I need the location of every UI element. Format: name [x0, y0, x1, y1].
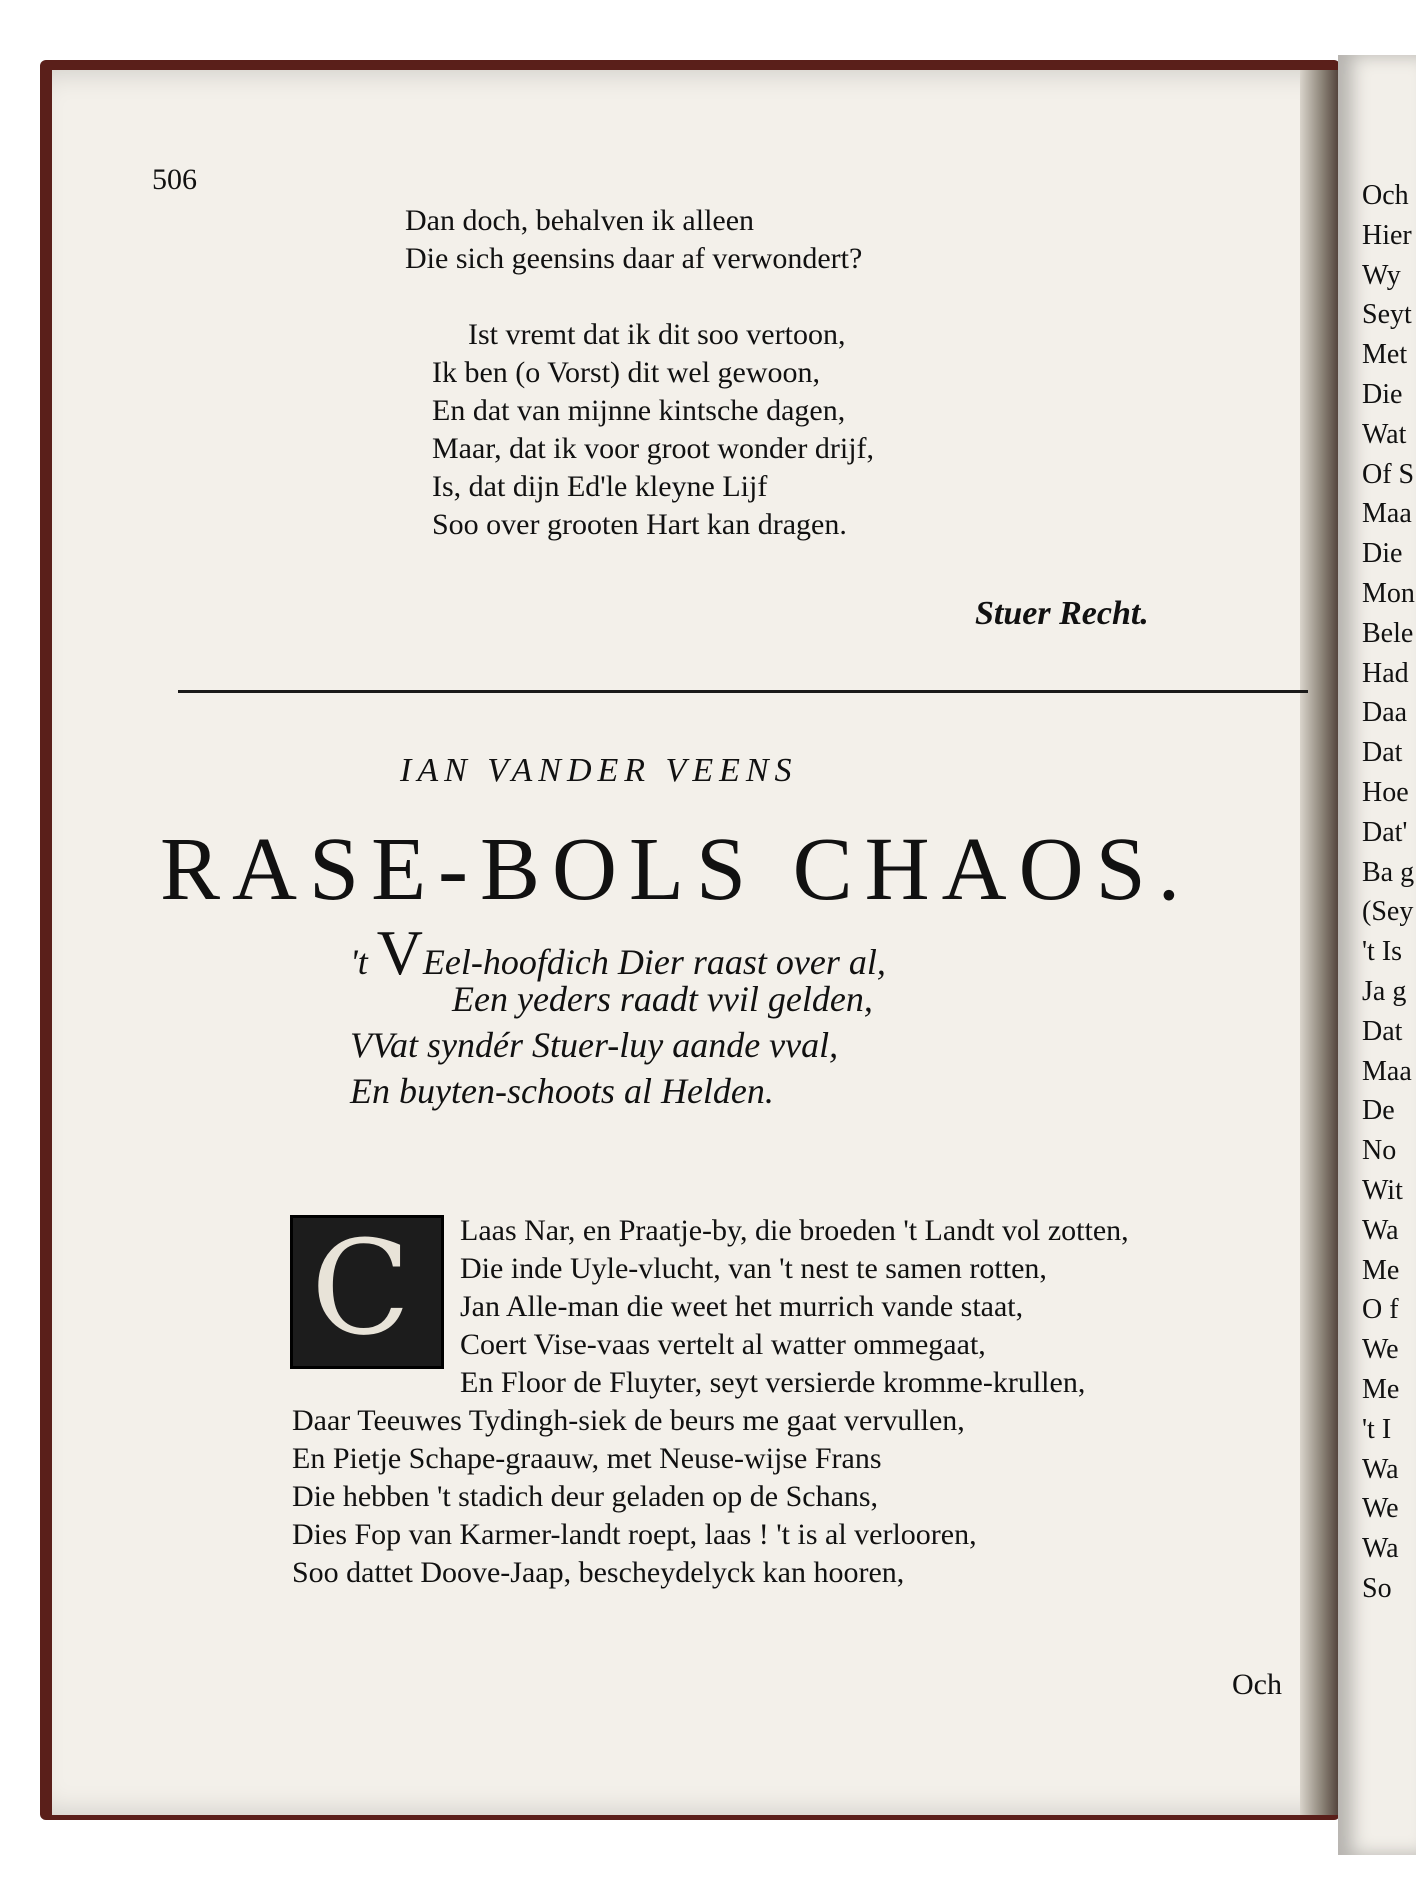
right-page-line: Dat'	[1362, 816, 1408, 848]
page-number: 506	[152, 163, 197, 196]
right-page-line: Wa	[1362, 1214, 1399, 1246]
body-line: Die inde Uyle-vlucht, van 't nest te samen rotten,	[460, 1252, 1047, 1285]
right-page-line: De	[1362, 1095, 1395, 1127]
decorated-initial	[290, 1212, 444, 1369]
stanza-line: Ik ben (o Vorst) dit wel gewoon,	[432, 356, 821, 389]
right-page-line: We	[1362, 1493, 1399, 1525]
verse-line: Die sich geensins daar af verwondert?	[405, 242, 863, 275]
right-page-line: Wa	[1362, 1533, 1399, 1565]
right-page-line: Och	[1362, 180, 1409, 211]
body-line: En Pietje Schape-graauw, met Neuse-wijse Frans	[292, 1442, 882, 1475]
right-page-line: Maa	[1362, 498, 1412, 530]
right-page-line: (Sey	[1362, 896, 1414, 928]
author-byline: IAN VANDER VEENS	[400, 752, 798, 789]
body-line: Daar Teeuwes Tydingh-siek de beurs me gaat vervullen,	[292, 1404, 965, 1437]
catchword: Och	[1232, 1668, 1282, 1701]
stanza-line: Maar, dat ik voor groot wonder drijf,	[432, 432, 875, 465]
right-page-line: 't Is	[1362, 936, 1403, 968]
right-page-line: Die	[1362, 538, 1403, 570]
initial-letter: C	[311, 1212, 411, 1364]
right-page-line: Hoe	[1362, 777, 1409, 808]
stanza-line: Is, dat dijn Ed'le kleyne Lijf	[432, 470, 768, 503]
signature: Stuer Recht.	[975, 595, 1149, 632]
stanza-line: Ist vremt dat ik dit soo vertoon,	[468, 318, 846, 351]
stanza-line: Soo over grooten Hart kan dragen.	[432, 508, 847, 541]
poem-title: RASE-BOLS CHAOS.	[160, 820, 1193, 919]
right-page-line: Ja g	[1362, 976, 1407, 1007]
right-page-line: Daa	[1362, 697, 1408, 729]
section-divider	[178, 690, 1308, 693]
body-line: Die hebben 't stadich deur geladen op de Schans,	[292, 1480, 879, 1513]
right-page-line: We	[1362, 1334, 1399, 1366]
intro-text: Eel-hoofdich Dier raast over al,	[422, 942, 886, 982]
right-page-line: Had	[1362, 657, 1409, 689]
intro-line: VVat syndér Stuer-luy aande vval,	[350, 1025, 839, 1065]
right-page-line: Me	[1362, 1254, 1400, 1286]
right-page-line: Dat	[1362, 1015, 1403, 1047]
verse-line: Dan doch, behalven ik alleen	[405, 204, 755, 237]
stanza-line: En dat van mijnne kintsche dagen,	[432, 394, 846, 427]
right-page-line: Die	[1362, 379, 1403, 410]
intro-line: En buyten-schoots al Helden.	[350, 1071, 774, 1111]
right-page-line: Ba g	[1362, 856, 1415, 888]
body-line: En Floor de Fluyter, seyt versierde kromme-krullen,	[460, 1366, 1086, 1399]
right-page-line: Met	[1362, 339, 1408, 371]
intro-prefix: 't	[350, 942, 377, 982]
right-page-line: Me	[1362, 1374, 1400, 1405]
body-line: Coert Vise-vaas vertelt al watter ommegaat,	[460, 1328, 986, 1361]
right-page-line: O f	[1362, 1294, 1399, 1326]
intro-initial: V	[376, 917, 423, 988]
right-page-line: Mon	[1362, 578, 1415, 609]
right-page-line: So	[1362, 1573, 1392, 1604]
right-page-line: Wa	[1362, 1453, 1399, 1485]
right-page-line: No	[1362, 1135, 1397, 1167]
intro-line: Een yeders raadt vvil gelden,	[452, 979, 873, 1019]
right-page-line: Wat	[1362, 418, 1407, 450]
right-page-line: Hier	[1362, 219, 1412, 251]
right-page-line: Dat	[1362, 737, 1403, 769]
right-page-line: Seyt	[1362, 299, 1412, 331]
right-page-line: Maa	[1362, 1055, 1412, 1087]
right-page-line: 't I	[1362, 1413, 1392, 1445]
body-line: Jan Alle-man die weet het murrich vande staat,	[460, 1290, 1024, 1323]
right-page-line: Wit	[1362, 1175, 1403, 1206]
right-page-line: Of S	[1362, 458, 1415, 490]
right-page-line: Bele	[1362, 617, 1414, 649]
body-line: Laas Nar, en Praatje-by, die broeden 't Landt vol zotten,	[460, 1214, 1129, 1247]
right-page-line: Wy	[1362, 259, 1401, 291]
body-line: Soo dattet Doove-Jaap, bescheydelyck kan hooren,	[292, 1556, 905, 1589]
body-line: Dies Fop van Karmer-landt roept, laas ! 't is al verlooren,	[292, 1518, 977, 1551]
